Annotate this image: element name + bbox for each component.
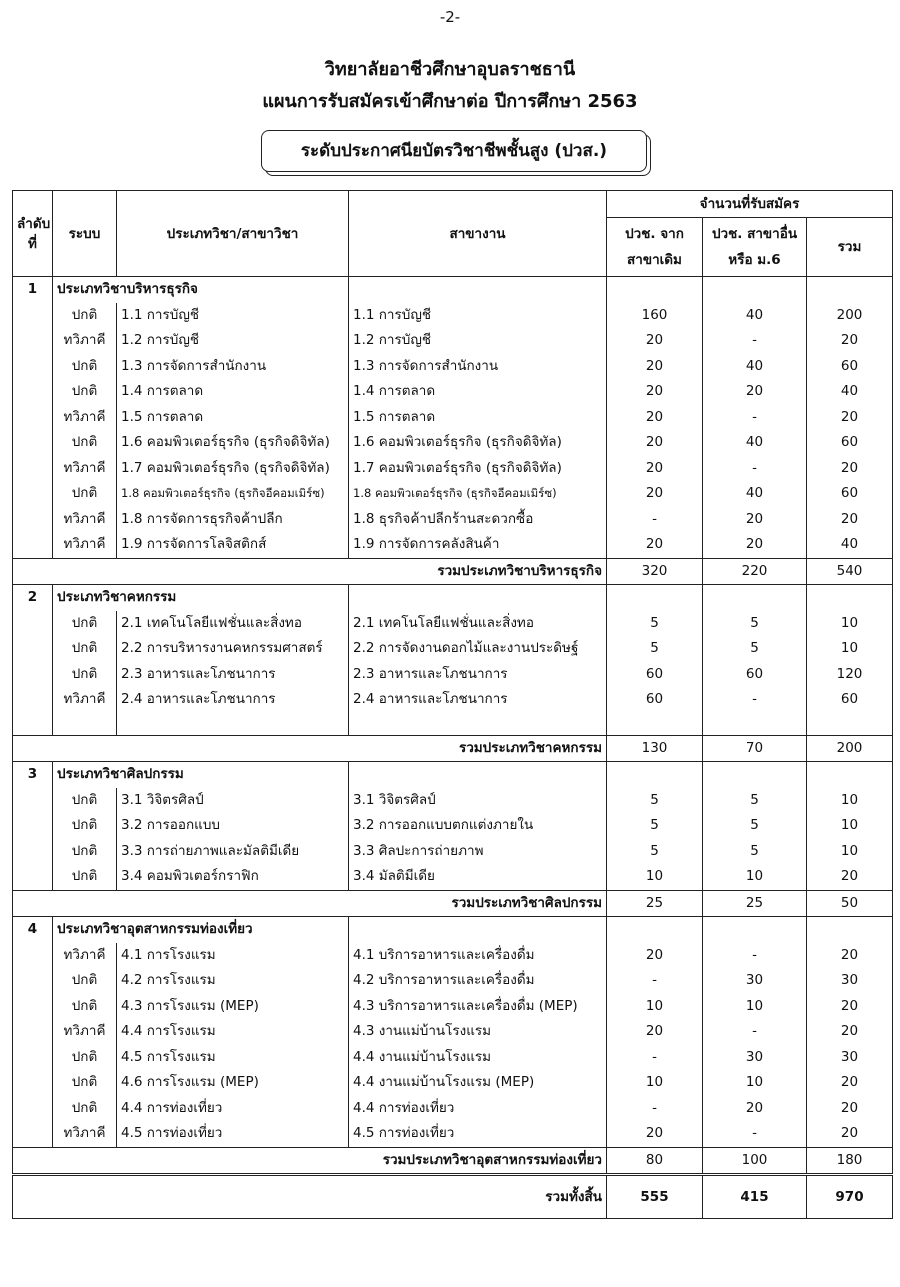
subtotal-a: 25 xyxy=(607,890,703,917)
total-cell: 20 xyxy=(807,943,893,969)
major-cell: 4.5 การโรงแรม xyxy=(117,1045,349,1071)
system-cell: ปกติ xyxy=(53,611,117,637)
major-cell: 4.4 การโรงแรม xyxy=(117,1019,349,1045)
major-cell: 1.6 คอมพิวเตอร์ธุรกิจ (ธุรกิจดิจิทัล) xyxy=(117,430,349,456)
table-row xyxy=(13,303,893,329)
count-a-cell: 5 xyxy=(607,636,703,662)
field-cell: 4.5 การท่องเที่ยว xyxy=(349,1121,607,1147)
empty-cell xyxy=(13,839,53,865)
empty-cell xyxy=(13,662,53,688)
major-cell: 1.9 การจัดการโลจิสติกส์ xyxy=(117,532,349,558)
major-cell: 3.3 การถ่ายภาพและมัลติมีเดีย xyxy=(117,839,349,865)
empty-cell xyxy=(607,762,703,788)
empty-cell xyxy=(349,762,607,788)
count-b-cell: 40 xyxy=(703,303,807,329)
total-cell: 40 xyxy=(807,379,893,405)
table-row xyxy=(13,968,893,994)
table-row xyxy=(13,405,893,431)
subtotal-b: 100 xyxy=(703,1147,807,1175)
empty-cell xyxy=(13,379,53,405)
field-cell: 1.3 การจัดการสำนักงาน xyxy=(349,354,607,380)
header-type-major: ประเภทวิชา/สาขาวิชา xyxy=(117,191,349,277)
count-a-cell: 20 xyxy=(607,532,703,558)
total-cell: 10 xyxy=(807,611,893,637)
total-cell: 10 xyxy=(807,636,893,662)
system-cell: ปกติ xyxy=(53,968,117,994)
empty-cell xyxy=(13,994,53,1020)
table-row xyxy=(13,1045,893,1071)
group-header-row xyxy=(13,585,893,611)
count-a-cell: 20 xyxy=(607,481,703,507)
grand-total-value: 970 xyxy=(807,1175,893,1219)
empty-cell xyxy=(13,864,53,890)
count-b-cell: 40 xyxy=(703,430,807,456)
group-header-row xyxy=(13,277,893,303)
empty-cell xyxy=(13,968,53,994)
subtotal-row xyxy=(13,890,893,917)
count-a-cell: 20 xyxy=(607,456,703,482)
empty-cell xyxy=(13,1019,53,1045)
count-b-cell: 20 xyxy=(703,532,807,558)
count-b-cell: 20 xyxy=(703,379,807,405)
system-cell: ปกติ xyxy=(53,636,117,662)
count-a-cell: 20 xyxy=(607,943,703,969)
table-row xyxy=(13,813,893,839)
total-cell: 60 xyxy=(807,430,893,456)
empty-cell xyxy=(703,713,807,736)
table-row xyxy=(13,354,893,380)
total-cell: 30 xyxy=(807,1045,893,1071)
table-row xyxy=(13,662,893,688)
empty-cell xyxy=(349,917,607,943)
table-row xyxy=(13,456,893,482)
system-cell: ปกติ xyxy=(53,1096,117,1122)
field-cell: 1.2 การบัญชี xyxy=(349,328,607,354)
count-a-cell: 5 xyxy=(607,813,703,839)
total-cell: 20 xyxy=(807,456,893,482)
empty-cell xyxy=(13,713,53,736)
major-cell: 3.1 วิจิตรศิลป์ xyxy=(117,788,349,814)
empty-cell xyxy=(13,405,53,431)
count-b-cell: 10 xyxy=(703,1070,807,1096)
subtotal-total: 50 xyxy=(807,890,893,917)
count-b-cell: 5 xyxy=(703,813,807,839)
major-cell: 1.4 การตลาด xyxy=(117,379,349,405)
system-cell: ปกติ xyxy=(53,813,117,839)
count-b-cell: 40 xyxy=(703,354,807,380)
major-cell: 2.3 อาหารและโภชนาการ xyxy=(117,662,349,688)
field-cell: 2.1 เทคโนโลยีแฟชั่นและสิ่งทอ xyxy=(349,611,607,637)
major-cell: 1.8 การจัดการธุรกิจค้าปลีก xyxy=(117,507,349,533)
table-row xyxy=(13,1019,893,1045)
count-b-cell: 60 xyxy=(703,662,807,688)
major-cell: 1.8 คอมพิวเตอร์ธุรกิจ (ธุรกิจอีคอมเมิร์ซ) xyxy=(117,481,349,507)
empty-cell xyxy=(349,585,607,611)
table-row xyxy=(13,864,893,890)
count-a-cell: 20 xyxy=(607,1121,703,1147)
count-b-cell: - xyxy=(703,943,807,969)
count-b-cell: - xyxy=(703,687,807,713)
system-cell: ปกติ xyxy=(53,864,117,890)
empty-cell xyxy=(703,585,807,611)
total-cell: 40 xyxy=(807,532,893,558)
system-cell: ปกติ xyxy=(53,379,117,405)
subtotal-total: 180 xyxy=(807,1147,893,1175)
count-a-cell: - xyxy=(607,1096,703,1122)
total-cell: 20 xyxy=(807,507,893,533)
empty-cell xyxy=(13,813,53,839)
count-b-cell: 40 xyxy=(703,481,807,507)
total-cell: 10 xyxy=(807,788,893,814)
system-cell: ทวิภาคี xyxy=(53,507,117,533)
count-a-cell: 5 xyxy=(607,788,703,814)
count-b-cell: 20 xyxy=(703,507,807,533)
empty-cell xyxy=(349,713,607,736)
empty-cell xyxy=(13,430,53,456)
empty-cell xyxy=(13,1070,53,1096)
empty-cell xyxy=(807,917,893,943)
spacer-row xyxy=(13,713,893,736)
count-a-cell: 20 xyxy=(607,379,703,405)
subtotal-b: 220 xyxy=(703,558,807,585)
table-row xyxy=(13,430,893,456)
subtotal-a: 80 xyxy=(607,1147,703,1175)
total-cell: 20 xyxy=(807,1121,893,1147)
count-b-cell: 30 xyxy=(703,1045,807,1071)
count-a-cell: 10 xyxy=(607,864,703,890)
major-cell: 1.7 คอมพิวเตอร์ธุรกิจ (ธุรกิจดิจิทัล) xyxy=(117,456,349,482)
field-cell: 4.4 งานแม่บ้านโรงแรม (MEP) xyxy=(349,1070,607,1096)
subtotal-label: รวมประเภทวิชาบริหารธุรกิจ xyxy=(13,558,607,585)
total-cell: 20 xyxy=(807,994,893,1020)
empty-cell xyxy=(13,354,53,380)
empty-cell xyxy=(607,713,703,736)
system-cell: ทวิภาคี xyxy=(53,1019,117,1045)
empty-cell xyxy=(349,277,607,303)
total-cell: 20 xyxy=(807,1070,893,1096)
grand-total-b: 415 xyxy=(703,1175,807,1219)
count-b-cell: - xyxy=(703,328,807,354)
total-cell: 10 xyxy=(807,813,893,839)
count-a-cell: 20 xyxy=(607,430,703,456)
level-title-box: ระดับประกาศนียบัตรวิชาชีพชั้นสูง (ปวส.) xyxy=(261,130,647,172)
table-row xyxy=(13,788,893,814)
group-name: ประเภทวิชาบริหารธุรกิจ xyxy=(53,277,349,303)
table-row xyxy=(13,532,893,558)
system-cell: ปกติ xyxy=(53,1070,117,1096)
system-cell: ทวิภาคี xyxy=(53,456,117,482)
header-col-b: ปวช. สาขาอื่น หรือ ม.6 xyxy=(703,218,807,277)
plan-title: แผนการรับสมัครเข้าศึกษาต่อ ปีการศึกษา 2563 xyxy=(262,91,638,112)
count-b-cell: - xyxy=(703,456,807,482)
field-cell: 4.3 บริการอาหารและเครื่องดื่ม (MEP) xyxy=(349,994,607,1020)
system-cell: ปกติ xyxy=(53,994,117,1020)
field-cell: 4.4 งานแม่บ้านโรงแรม xyxy=(349,1045,607,1071)
total-cell: 20 xyxy=(807,1019,893,1045)
table-row xyxy=(13,507,893,533)
system-cell: ปกติ xyxy=(53,662,117,688)
table-row xyxy=(13,328,893,354)
empty-cell xyxy=(807,762,893,788)
count-a-cell: 20 xyxy=(607,328,703,354)
count-b-cell: 5 xyxy=(703,636,807,662)
count-a-cell: 5 xyxy=(607,611,703,637)
subtotal-b: 70 xyxy=(703,735,807,762)
count-a-cell: - xyxy=(607,1045,703,1071)
table-row xyxy=(13,1096,893,1122)
count-a-cell: 20 xyxy=(607,405,703,431)
major-cell: 4.3 การโรงแรม (MEP) xyxy=(117,994,349,1020)
empty-cell xyxy=(13,611,53,637)
count-a-cell: 5 xyxy=(607,839,703,865)
total-cell: 60 xyxy=(807,687,893,713)
group-header-row xyxy=(13,762,893,788)
system-cell: ทวิภาคี xyxy=(53,943,117,969)
page-number: -2- xyxy=(439,8,461,26)
total-cell: 20 xyxy=(807,328,893,354)
count-a-cell: - xyxy=(607,507,703,533)
empty-cell xyxy=(13,507,53,533)
header-col-a: ปวช. จาก สาขาเดิม xyxy=(607,218,703,277)
grand-total-a: 555 xyxy=(607,1175,703,1219)
table-row xyxy=(13,839,893,865)
empty-cell xyxy=(703,762,807,788)
subtotal-label: รวมประเภทวิชาคหกรรม xyxy=(13,735,607,762)
table-row xyxy=(13,1121,893,1147)
table-row xyxy=(13,481,893,507)
total-cell: 60 xyxy=(807,354,893,380)
header-applicants: จำนวนที่รับสมัคร xyxy=(607,191,893,218)
empty-cell xyxy=(117,713,349,736)
field-cell: 4.3 งานแม่บ้านโรงแรม xyxy=(349,1019,607,1045)
field-cell: 1.1 การบัญชี xyxy=(349,303,607,329)
empty-cell xyxy=(13,303,53,329)
group-number: 1 xyxy=(13,277,53,303)
major-cell: 3.2 การออกแบบ xyxy=(117,813,349,839)
major-cell: 1.1 การบัญชี xyxy=(117,303,349,329)
total-cell: 60 xyxy=(807,481,893,507)
system-cell: ปกติ xyxy=(53,303,117,329)
system-cell: ทวิภาคี xyxy=(53,405,117,431)
empty-cell xyxy=(13,788,53,814)
count-b-cell: 5 xyxy=(703,788,807,814)
field-cell: 4.4 การท่องเที่ยว xyxy=(349,1096,607,1122)
major-cell: 4.6 การโรงแรม (MEP) xyxy=(117,1070,349,1096)
field-cell: 2.4 อาหารและโภชนาการ xyxy=(349,687,607,713)
college-title: วิทยาลัยอาชีวศึกษาอุบลราชธานี xyxy=(324,59,576,80)
header-system: ระบบ xyxy=(53,191,117,277)
subtotal-row xyxy=(13,735,893,762)
grand-total-row xyxy=(13,1175,893,1219)
group-number: 2 xyxy=(13,585,53,611)
empty-cell xyxy=(807,713,893,736)
table-row xyxy=(13,611,893,637)
field-cell: 2.3 อาหารและโภชนาการ xyxy=(349,662,607,688)
empty-cell xyxy=(13,532,53,558)
group-name: ประเภทวิชาศิลปกรรม xyxy=(53,762,349,788)
table-row xyxy=(13,943,893,969)
group-name: ประเภทวิชาอุตสาหกรรมท่องเที่ยว xyxy=(53,917,349,943)
empty-cell xyxy=(13,456,53,482)
major-cell: 4.2 การโรงแรม xyxy=(117,968,349,994)
count-b-cell: - xyxy=(703,1019,807,1045)
table-row xyxy=(13,636,893,662)
system-cell: ปกติ xyxy=(53,354,117,380)
major-cell: 1.5 การตลาด xyxy=(117,405,349,431)
field-cell: 1.8 คอมพิวเตอร์ธุรกิจ (ธุรกิจอีคอมเมิร์ซ) xyxy=(349,481,607,507)
total-cell: 20 xyxy=(807,1096,893,1122)
header-total: รวม xyxy=(807,218,893,277)
field-cell: 1.4 การตลาด xyxy=(349,379,607,405)
table-row xyxy=(13,1070,893,1096)
grand-total-label: รวมทั้งสิ้น xyxy=(13,1175,607,1219)
system-cell: ปกติ xyxy=(53,1045,117,1071)
major-cell: 1.2 การบัญชี xyxy=(117,328,349,354)
subtotal-a: 130 xyxy=(607,735,703,762)
field-cell: 4.1 บริการอาหารและเครื่องดื่ม xyxy=(349,943,607,969)
total-cell: 200 xyxy=(807,303,893,329)
subtotal-total: 540 xyxy=(807,558,893,585)
table-row xyxy=(13,379,893,405)
major-cell: 1.3 การจัดการสำนักงาน xyxy=(117,354,349,380)
subtotal-total: 200 xyxy=(807,735,893,762)
field-cell: 2.2 การจัดงานดอกไม้และงานประดิษฐ์ xyxy=(349,636,607,662)
major-cell: 4.5 การท่องเที่ยว xyxy=(117,1121,349,1147)
empty-cell xyxy=(13,328,53,354)
empty-cell xyxy=(807,585,893,611)
subtotal-row xyxy=(13,1147,893,1175)
field-cell: 3.1 วิจิตรศิลป์ xyxy=(349,788,607,814)
count-b-cell: - xyxy=(703,405,807,431)
count-a-cell: 60 xyxy=(607,687,703,713)
total-cell: 20 xyxy=(807,864,893,890)
empty-cell xyxy=(13,687,53,713)
field-cell: 1.5 การตลาด xyxy=(349,405,607,431)
table-row xyxy=(13,687,893,713)
group-number: 4 xyxy=(13,917,53,943)
field-cell: 3.4 มัลติมีเดีย xyxy=(349,864,607,890)
empty-cell xyxy=(53,713,117,736)
empty-cell xyxy=(13,481,53,507)
system-cell: ทวิภาคี xyxy=(53,328,117,354)
system-cell: ปกติ xyxy=(53,788,117,814)
admission-table xyxy=(12,190,893,1219)
empty-cell xyxy=(13,636,53,662)
major-cell: 3.4 คอมพิวเตอร์กราฟิก xyxy=(117,864,349,890)
empty-cell xyxy=(13,1121,53,1147)
group-name: ประเภทวิชาคหกรรม xyxy=(53,585,349,611)
total-cell: 20 xyxy=(807,405,893,431)
table-body xyxy=(13,277,893,1219)
system-cell: ปกติ xyxy=(53,430,117,456)
empty-cell xyxy=(807,277,893,303)
count-a-cell: 10 xyxy=(607,994,703,1020)
empty-cell xyxy=(13,943,53,969)
count-a-cell: 60 xyxy=(607,662,703,688)
major-cell: 2.4 อาหารและโภชนาการ xyxy=(117,687,349,713)
header-no: ลำดับที่ xyxy=(13,191,53,277)
subtotal-a: 320 xyxy=(607,558,703,585)
field-cell: 1.8 ธุรกิจค้าปลีกร้านสะดวกซื้อ xyxy=(349,507,607,533)
major-cell: 2.2 การบริหารงานคหกรรมศาสตร์ xyxy=(117,636,349,662)
system-cell: ปกติ xyxy=(53,481,117,507)
major-cell: 2.1 เทคโนโลยีแฟชั่นและสิ่งทอ xyxy=(117,611,349,637)
count-a-cell: - xyxy=(607,968,703,994)
count-a-cell: 20 xyxy=(607,354,703,380)
system-cell: ทวิภาคี xyxy=(53,532,117,558)
empty-cell xyxy=(703,277,807,303)
table-row xyxy=(13,994,893,1020)
group-header-row xyxy=(13,917,893,943)
empty-cell xyxy=(13,1096,53,1122)
field-cell: 3.2 การออกแบบตกแต่งภายใน xyxy=(349,813,607,839)
system-cell: ทวิภาคี xyxy=(53,1121,117,1147)
count-b-cell: 5 xyxy=(703,839,807,865)
count-a-cell: 20 xyxy=(607,1019,703,1045)
empty-cell xyxy=(607,585,703,611)
total-cell: 10 xyxy=(807,839,893,865)
count-b-cell: 10 xyxy=(703,864,807,890)
count-a-cell: 160 xyxy=(607,303,703,329)
subtotal-label: รวมประเภทวิชาอุตสาหกรรมท่องเที่ยว xyxy=(13,1147,607,1175)
field-cell: 3.3 ศิลปะการถ่ายภาพ xyxy=(349,839,607,865)
count-b-cell: 30 xyxy=(703,968,807,994)
count-b-cell: 20 xyxy=(703,1096,807,1122)
subtotal-b: 25 xyxy=(703,890,807,917)
empty-cell xyxy=(607,277,703,303)
field-cell: 1.9 การจัดการคลังสินค้า xyxy=(349,532,607,558)
subtotal-label: รวมประเภทวิชาศิลปกรรม xyxy=(13,890,607,917)
empty-cell xyxy=(703,917,807,943)
field-cell: 1.7 คอมพิวเตอร์ธุรกิจ (ธุรกิจดิจิทัล) xyxy=(349,456,607,482)
system-cell: ปกติ xyxy=(53,839,117,865)
group-number: 3 xyxy=(13,762,53,788)
count-b-cell: 10 xyxy=(703,994,807,1020)
major-cell: 4.1 การโรงแรม xyxy=(117,943,349,969)
count-b-cell: 5 xyxy=(703,611,807,637)
major-cell: 4.4 การท่องเที่ยว xyxy=(117,1096,349,1122)
system-cell: ทวิภาคี xyxy=(53,687,117,713)
field-cell: 1.6 คอมพิวเตอร์ธุรกิจ (ธุรกิจดิจิทัล) xyxy=(349,430,607,456)
empty-cell xyxy=(607,917,703,943)
empty-cell xyxy=(13,1045,53,1071)
total-cell: 30 xyxy=(807,968,893,994)
subtotal-row xyxy=(13,558,893,585)
header-field: สาขางาน xyxy=(349,191,607,277)
total-cell: 120 xyxy=(807,662,893,688)
field-cell: 4.2 บริการอาหารและเครื่องดื่ม xyxy=(349,968,607,994)
count-a-cell: 10 xyxy=(607,1070,703,1096)
count-b-cell: - xyxy=(703,1121,807,1147)
